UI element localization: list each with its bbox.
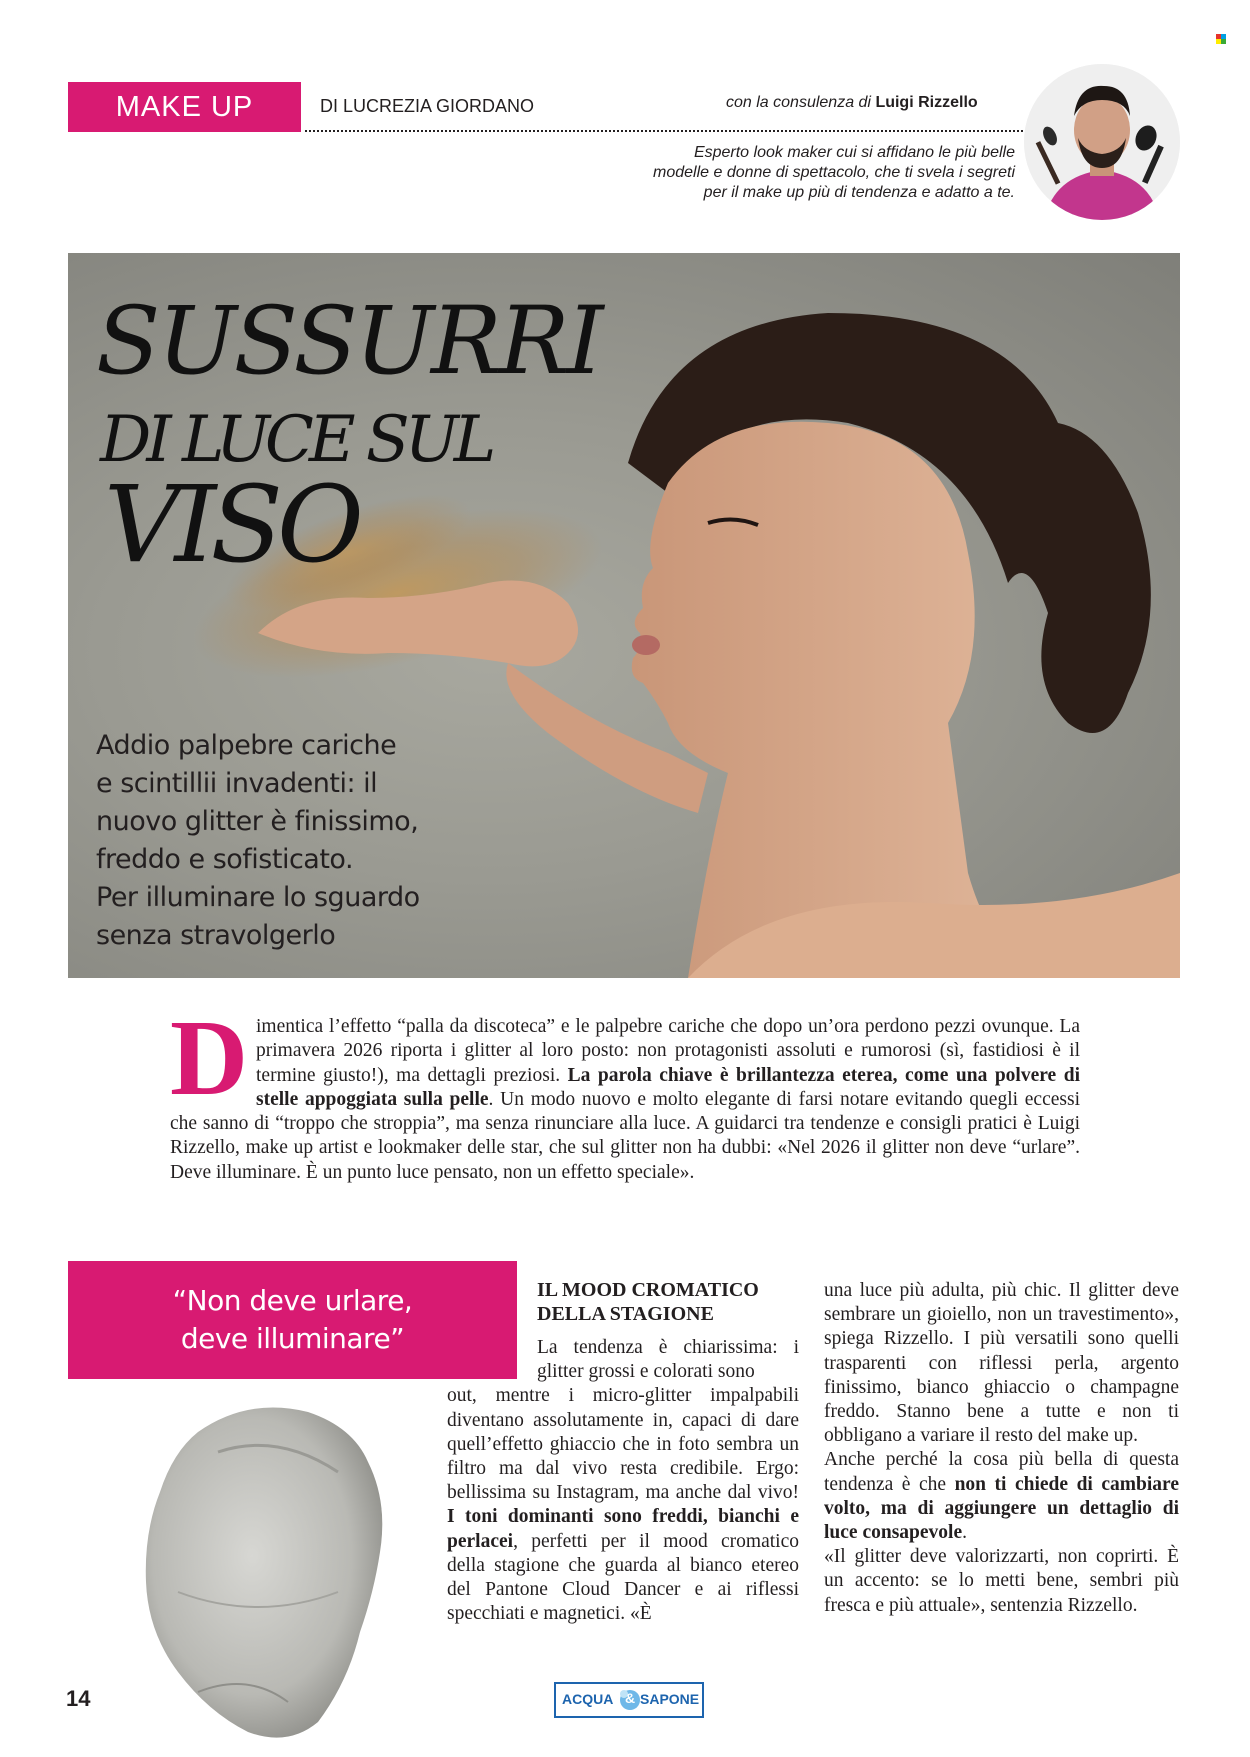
consultancy-prefix: con la consulenza di	[726, 94, 871, 111]
column-text-indented	[537, 1336, 799, 1384]
deck-line: freddo e sofisticato.	[96, 844, 354, 875]
expert-bio	[560, 143, 1015, 203]
intro-text: . Un modo nuovo e molto elegante di farsi notare evitando quegli eccessi che sanno di “troppo che stroppia”, ma senza rinunciare alla luce. A guidarci tra tendenze e consigli pratici è Luigi Rizzello, make up artist e lookmaker delle star, che sul glitter non ha dubbi: «Nel 2026 il glitter non deve “urlare”. Deve illuminare. È un punto luce pensato, non un effetto speciale».	[170, 1088, 1080, 1183]
section-heading-line: IL MOOD CROMATICO	[537, 1279, 759, 1301]
deck-line: e scintillii invadenti: il	[96, 768, 378, 799]
column-text: .	[962, 1522, 967, 1544]
headline-line-2: DI LUCE SUL	[100, 403, 492, 477]
author-byline: DI LUCREZIA GIORDANO	[320, 96, 535, 116]
headline-line-3: VISO	[104, 463, 358, 586]
column-text: out, mentre i micro-glitter impalpabili diventano assolutamente in, capaci di dare quell’effetto ghiaccio che in foto sembra un filtro ma dal vivo resta credibile. Ergo: bellissima su Instagram, ma anche dal vivo!	[447, 1385, 799, 1504]
column-text-block	[447, 1384, 799, 1626]
logo-ampersand: &	[625, 1690, 636, 1706]
expert-bio-line: Esperto look maker cui si affidano le più belle	[693, 144, 1015, 161]
logo-word-left: ACQUA	[562, 1691, 614, 1707]
consultant-name: Luigi Rizzello	[875, 94, 978, 111]
pull-quote-line: “Non deve urlare,	[172, 1284, 413, 1317]
page-number: 14	[66, 1686, 91, 1711]
column-text: , perfetti per il mood cromatico della stagione che guarda al bianco etereo del Pantone Cloud Dancer e ai riflessi specchiati e magnetici. «È	[447, 1530, 799, 1625]
deck-line: nuovo glitter è finissimo,	[96, 806, 419, 837]
column-mood-cromatico	[447, 1278, 799, 1626]
deck-line: senza stravolgerlo	[96, 920, 336, 951]
expert-bio-line: modelle e donne di spettacolo, che ti svela i segreti	[653, 164, 1015, 181]
deck-line: Per illuminare lo sguardo	[96, 882, 420, 913]
intro-highlight: La parola chiave è brillantezza eterea, come una polvere di stelle appoggiata sulla pelle	[256, 1064, 1081, 1110]
intro-paragraph	[170, 999, 1081, 1185]
column-text: «Il glitter deve valorizzarti, non coprirti. È un accento: se lo metti bene, sembri più fresca e più attuale», sentenzia Rizzello.	[824, 1546, 1179, 1616]
acqua-sapone-logo	[554, 1682, 704, 1718]
column-highlight: I toni dominanti sono freddi, bianchi e perlacei	[447, 1506, 799, 1552]
intro-text: imentica l’effetto “palla da discoteca” e le palpebre cariche che dopo un’ora perdono pezzi ovunque. La primavera 2026 riporta i glitter al loro posto: non protagonisti assoluti e rumorosi (sì, fastidiosi è il termine giusto!), ma dettagli preziosi.	[256, 1016, 1080, 1086]
column-highlight: non ti chiede di cambiare volto, ma di aggiungere un dettaglio di luce consapevole	[824, 1473, 1179, 1544]
consultancy-credit	[726, 94, 978, 112]
section-heading	[537, 1278, 799, 1326]
deck-line: Addio palpebre cariche	[96, 730, 397, 761]
expert-avatar	[1024, 64, 1180, 220]
section-tag: MAKE UP	[68, 82, 301, 132]
column-text: La tendenza è chiarissima: i glitter grossi e colorati sono	[537, 1337, 799, 1383]
logo-word-right: SAPONE	[640, 1691, 700, 1707]
header-dotted-divider	[305, 130, 1023, 132]
pull-quote-line: deve illuminare”	[180, 1322, 405, 1355]
hero-deck	[96, 727, 466, 955]
headline-line-1: SUSSURRI	[96, 287, 601, 396]
drop-cap: D	[170, 999, 248, 1118]
column-text: una luce più adulta, più chic. Il glitter deve sembrare un gioiello, non un travestimento», spiega Rizzello. I più versatili sono quelli trasparenti con riflessi perla, argento finissimo, bianco ghiaccio o champagne freddo. Stanno bene a tutte e non ti obbligano a variare il resto del make up.	[824, 1280, 1179, 1447]
print-color-mark	[1216, 34, 1226, 44]
glitter-swatch-image	[138, 1392, 448, 1752]
column-text: Anche perché la cosa più bella di questa tendenza è che	[824, 1449, 1179, 1495]
section-heading-line: DELLA STAGIONE	[537, 1303, 714, 1325]
column-rizzello-tips	[824, 1279, 1179, 1618]
hero-photo	[68, 253, 1180, 978]
column-text-block	[824, 1448, 1179, 1545]
expert-bio-line: per il make up più di tendenza e adatto a te.	[703, 184, 1015, 201]
